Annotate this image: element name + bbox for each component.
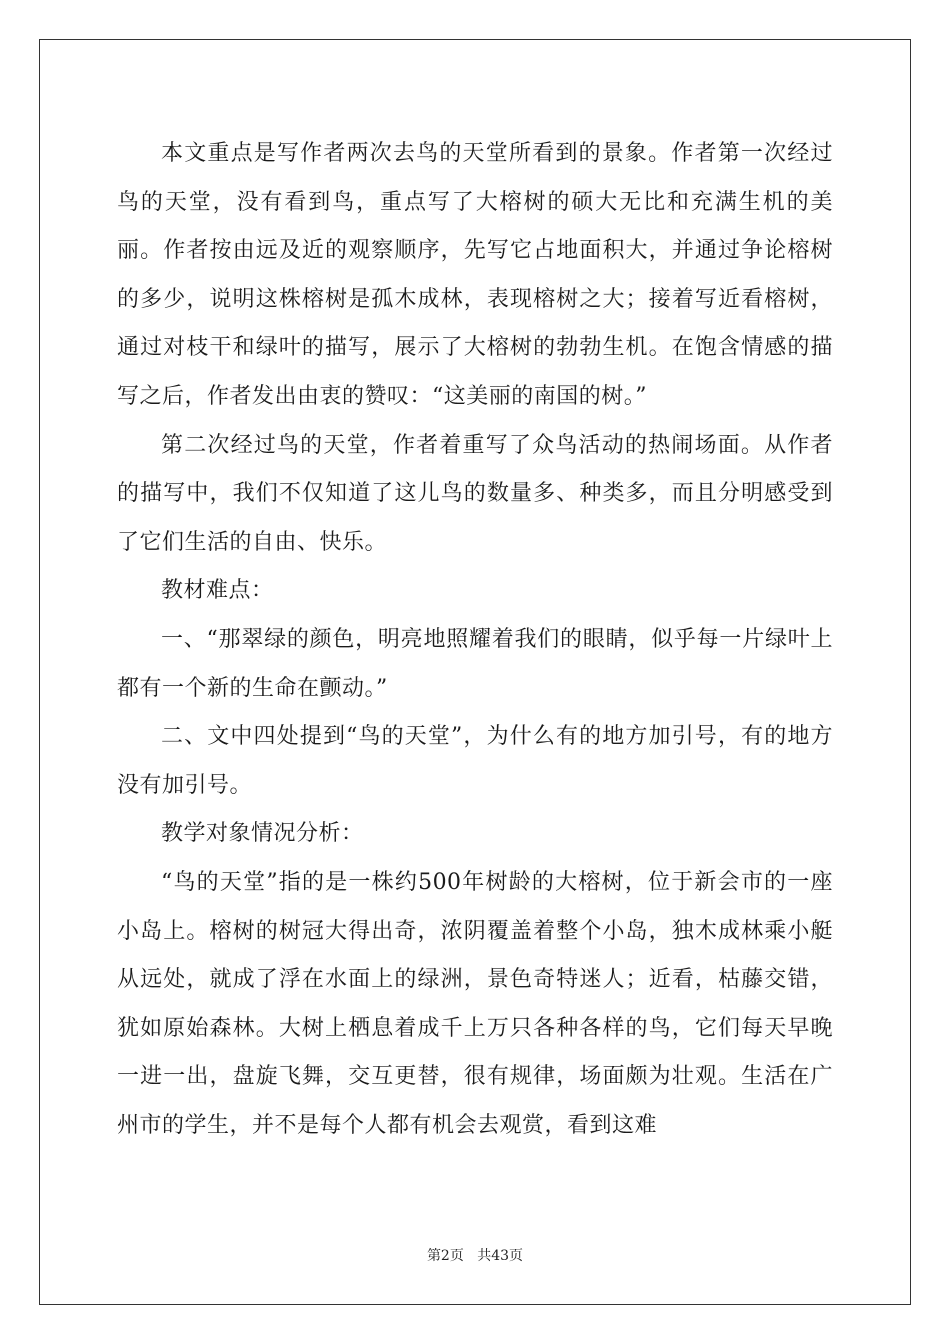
page-number: 第2页 — [426, 1248, 464, 1264]
paragraph-difficulty-two: 二、文中四处提到“鸟的天堂”，为什么有的地方加引号，有的地方没有加引号。 — [117, 724, 833, 798]
page-footer — [0, 1245, 950, 1265]
document-body — [117, 130, 833, 1150]
paragraph-difficulty-one: 一、“那翠绿的颜色，明亮地照耀着我们的眼睛，似乎每一片绿叶上都有一个新的生命在颤动。” — [117, 626, 833, 701]
heading-difficulties: 教材难点： — [161, 578, 274, 604]
paragraph-bird-heaven: “鸟的天堂”指的是一株约500年树龄的大榕树，位于新会市的一座小岛上。榕树的树冠大得出奇，浓阴覆盖着整个小岛，独木成林乘小艇从远处，就成了浮在水面上的绿洲，景色奇特迷人；近看，枯藤交错，犹如原始森林。大树上栖息着成千上万只各种各样的鸟，它们每天早晚一进一出，盘旋飞舞，交互更替，很有规律，场面颇为壮观。生活在广州市的学生，并不是每个人都有机会去观赏，看到这难 — [117, 869, 833, 1138]
heading-student-analysis: 教学对象情况分析： — [161, 821, 364, 847]
page-total: 共43页 — [477, 1248, 524, 1264]
paragraph-summary: 本文重点是写作者两次去鸟的天堂所看到的景象。作者第一次经过鸟的天堂，没有看到鸟，重点写了大榕树的硕大无比和充满生机的美丽。作者按由远及近的观察顺序，先写它占地面积大，并通过争论榕树的多少，说明这株榕树是孤木成林，表现榕树之大；接着写近看榕树，通过对枝干和绿叶的描写，展示了大榕树的勃勃生机。在饱含情感的描写之后，作者发出由衷的赞叹：“这美丽的南国的树。” — [117, 141, 833, 409]
paragraph-second-visit: 第二次经过鸟的天堂，作者着重写了众鸟活动的热闹场面。从作者的描写中，我们不仅知道了这儿鸟的数量多、种类多，而且分明感受到了它们生活的自由、快乐。 — [117, 432, 833, 555]
